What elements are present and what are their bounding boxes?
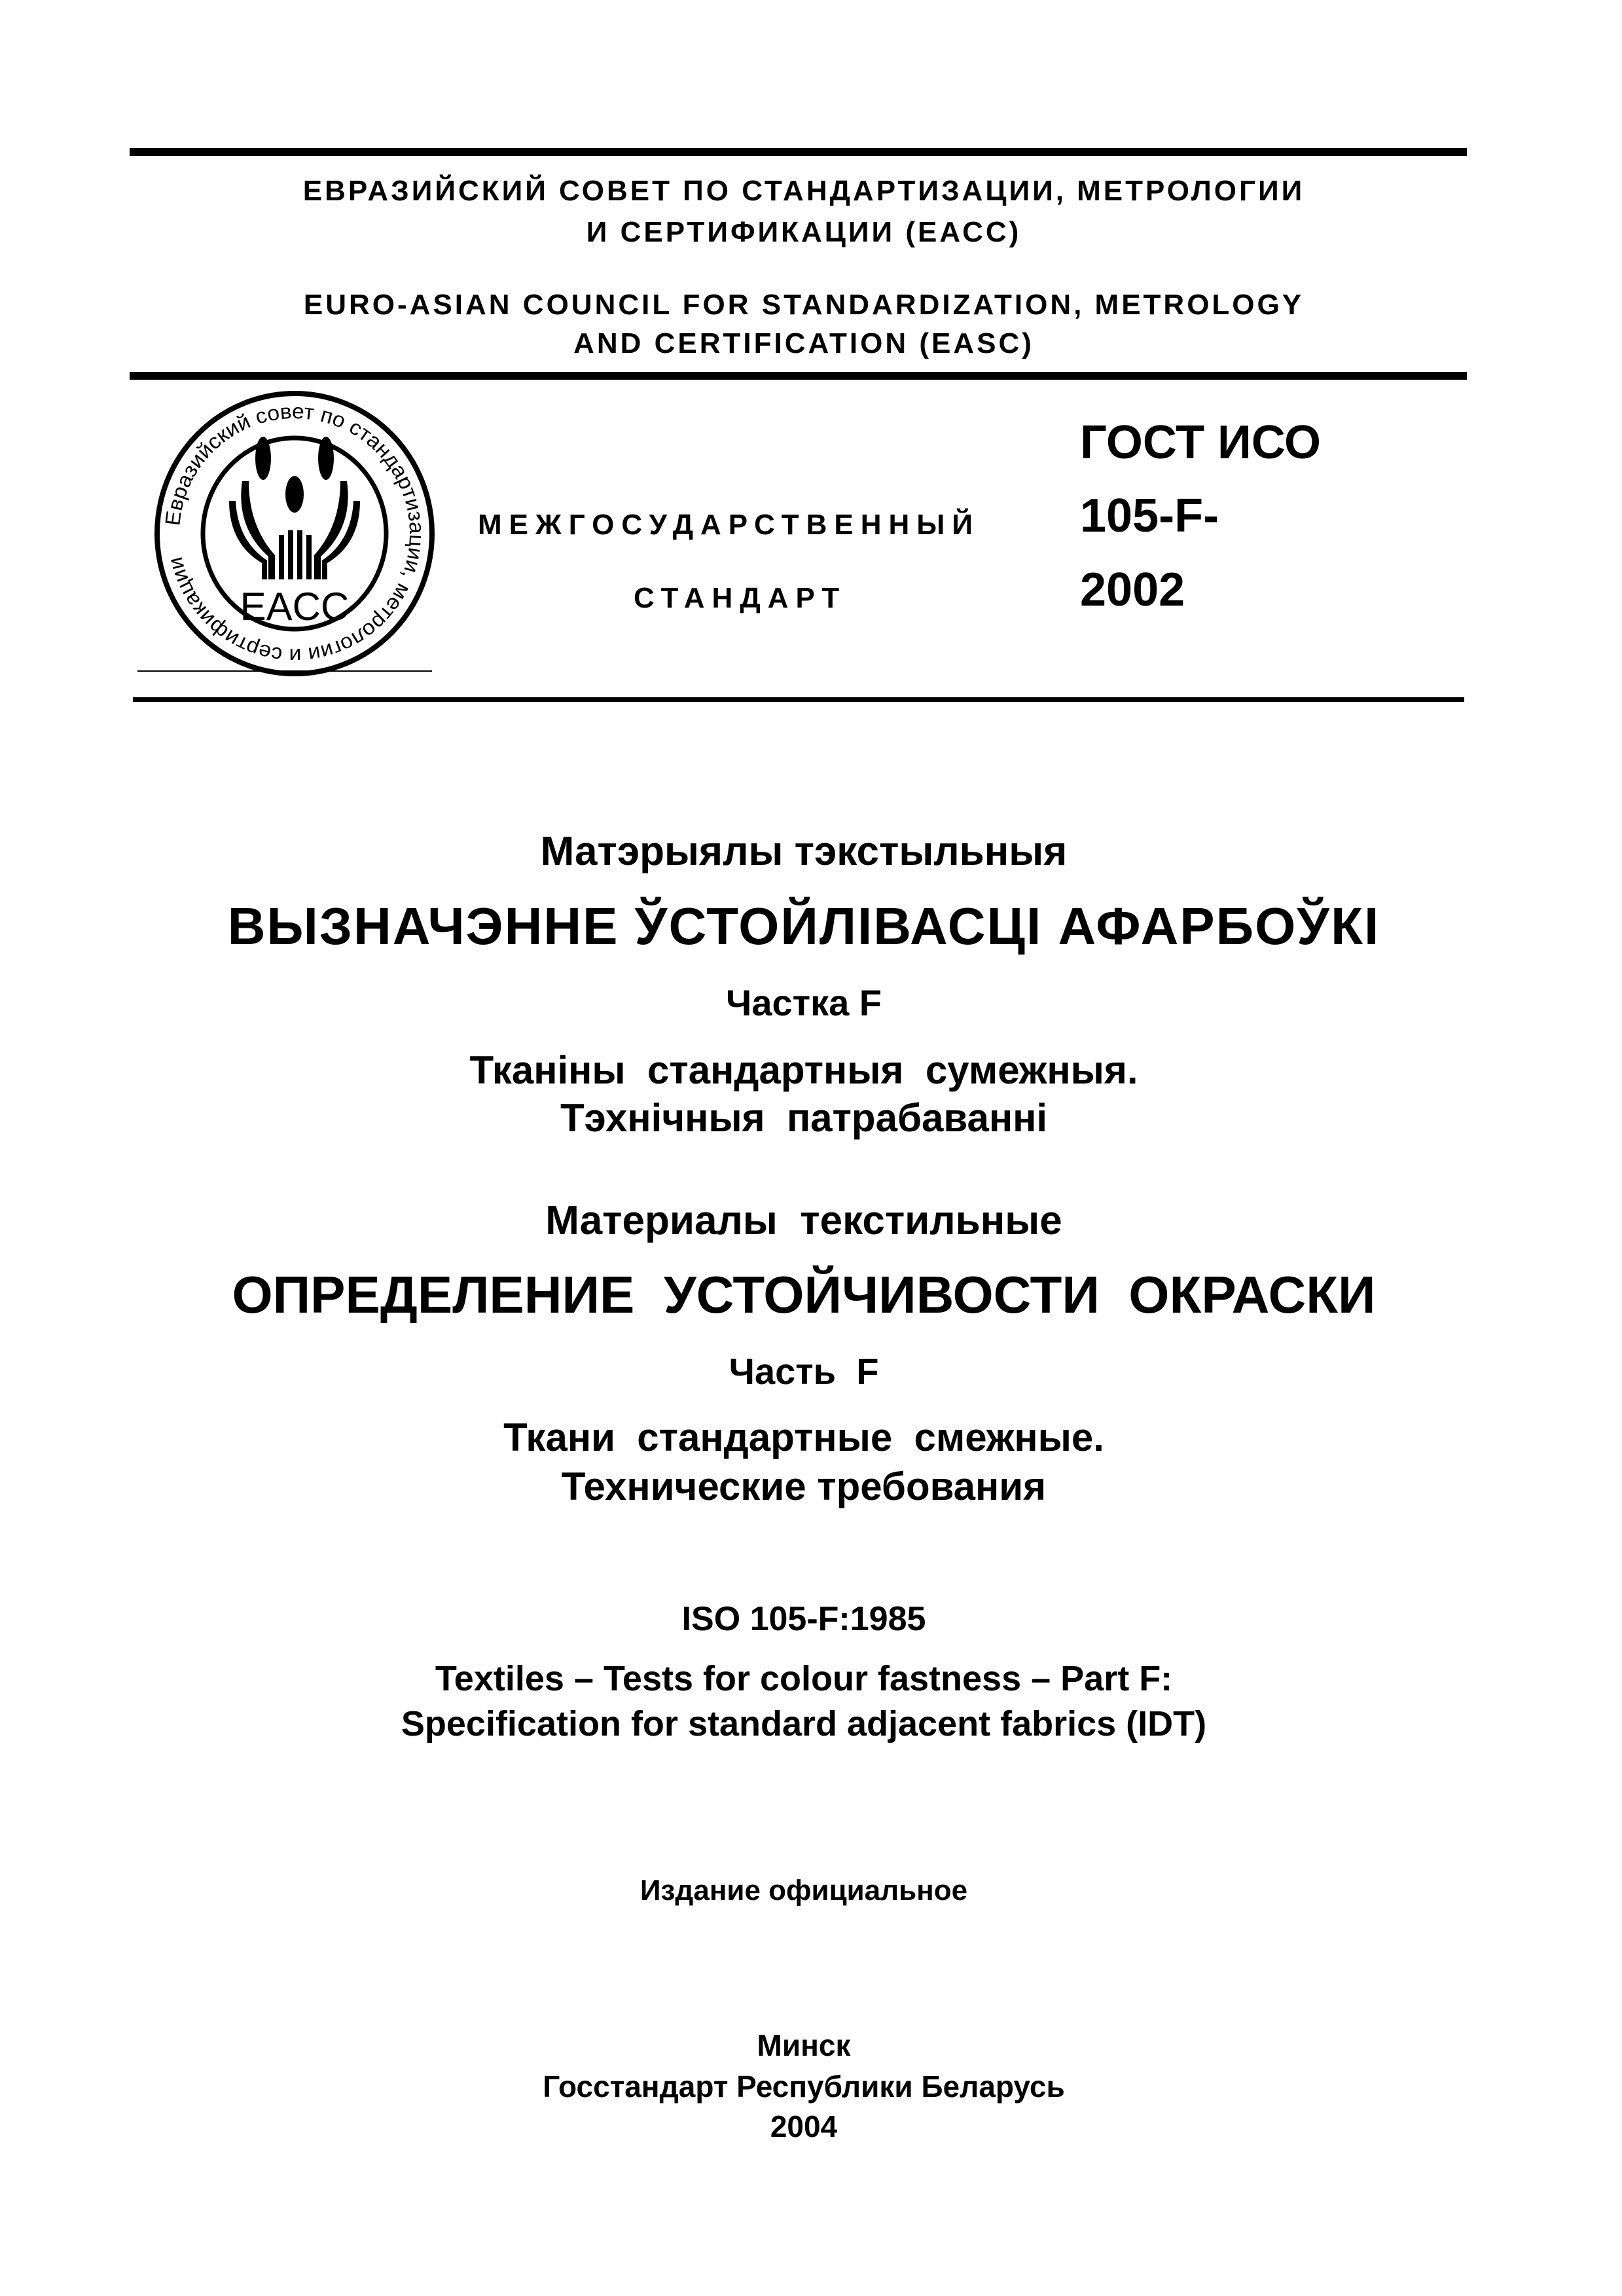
standard-type-line1: МЕЖГОСУДАРСТВЕННЫЙ: [478, 509, 980, 541]
easc-logo: [151, 390, 439, 678]
council-ru-line1: ЕВРАЗИЙСКИЙ СОВЕТ ПО СТАНДАРТИЗАЦИИ, МЕТРОЛОГИИ: [302, 175, 1305, 207]
standard-type-line2: СТАНДАРТ: [634, 582, 847, 614]
logo-abbr: EACC: [240, 585, 350, 629]
title-be-part: Частка F: [726, 982, 882, 1023]
title-ru-line1: Материалы текстильные: [545, 1198, 1062, 1243]
iso-title1: Textiles – Tests for colour fastness – Part F:: [435, 1659, 1173, 1698]
council-en-line1: EURO-ASIAN COUNCIL FOR STANDARDIZATION, METROLOGY: [303, 289, 1305, 321]
logo-underline: [137, 670, 432, 672]
standard-code-line1: ГОСТ ИСО: [1080, 416, 1322, 469]
title-ru-part: Часть F: [729, 1351, 879, 1392]
imprint-year: 2004: [770, 2109, 838, 2143]
title-be-sub1: Тканіны стандартныя сумежныя.: [469, 1048, 1138, 1092]
standard-code-line3: 2002: [1080, 564, 1185, 616]
standard-code-line2: 105-F-: [1080, 490, 1219, 542]
logo-emblem-icon: [229, 437, 360, 579]
iso-title2: Specification for standard adjacent fabrics (IDT): [401, 1704, 1207, 1743]
header-rule: [130, 372, 1467, 380]
council-ru-line2: И СЕРТИФИКАЦИИ (ЕАСС): [586, 216, 1022, 248]
title-be-line1: Матэрыялы тэкстыльныя: [540, 829, 1068, 874]
imprint-publisher: Госстандарт Республики Беларусь: [543, 2069, 1065, 2104]
iso-code: ISO 105-F:1985: [681, 1600, 926, 1638]
logo-ring-text: Евразийский совет по стандартизации, метрологии и сертификации: [160, 399, 429, 668]
section-rule: [133, 697, 1464, 702]
title-be-sub2: Тэхнічныя патрабаванні: [560, 1096, 1047, 1140]
council-en-line2: AND CERTIFICATION (EASC): [573, 327, 1034, 359]
title-ru-sub1: Ткани стандартные смежные.: [503, 1415, 1104, 1459]
title-ru-sub2: Технические требования: [561, 1465, 1047, 1508]
edition-label: Издание официальное: [640, 1874, 968, 1906]
title-be-line2: ВЫЗНАЧЭННЕ ЎСТОЙЛІВАСЦІ АФАРБОЎКІ: [227, 897, 1380, 955]
imprint-city: Минск: [757, 2028, 851, 2062]
title-ru-line2: ОПРЕДЕЛЕНИЕ УСТОЙЧИВОСТИ ОКРАСКИ: [232, 1266, 1376, 1324]
top-rule: [130, 148, 1467, 156]
